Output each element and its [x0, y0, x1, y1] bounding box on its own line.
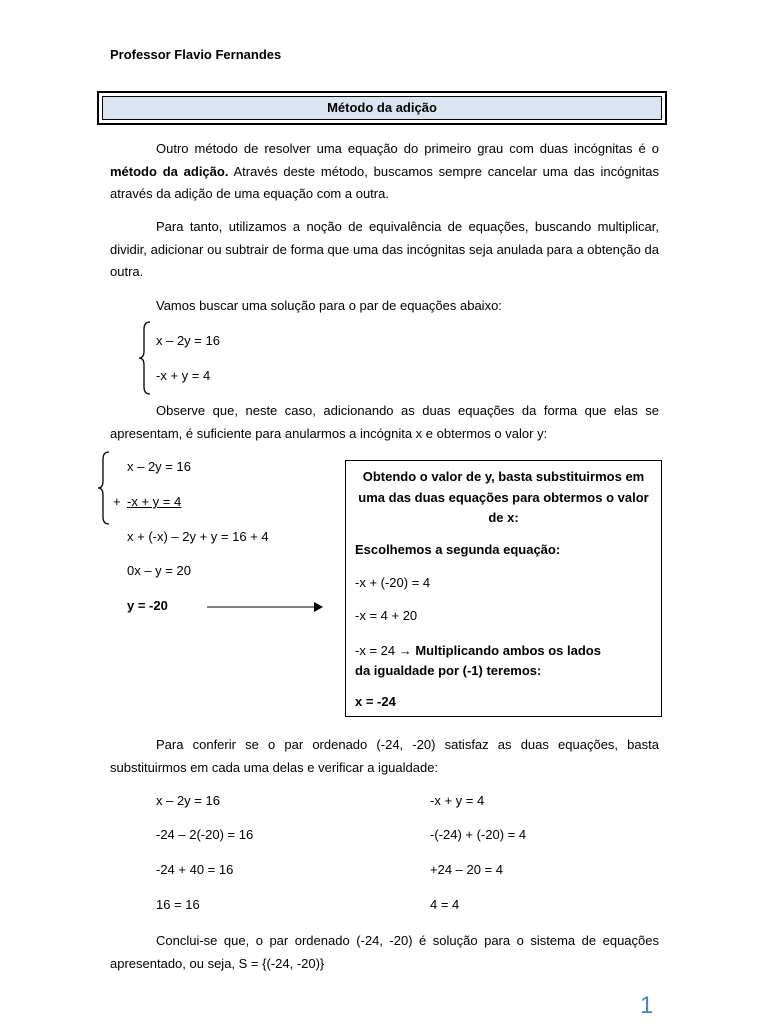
addition-simplified: 0x – y = 20 — [127, 563, 191, 578]
substitution-step-1: -x + (-20) = 4 — [355, 575, 431, 590]
addition-brace-icon — [97, 451, 111, 525]
conclusion-paragraph — [110, 930, 659, 975]
check-left-1: x – 2y = 16 — [156, 793, 220, 808]
check-left-3: -24 + 40 = 16 — [156, 862, 234, 877]
document-title: Método da adição — [102, 96, 662, 120]
intro-text-1: Outro método de resolver uma equação do primeiro grau com duas incógnitas é o — [156, 141, 659, 156]
check-right-1: -x + y = 4 — [430, 793, 485, 808]
observation-text: Observe que, neste caso, adicionando as duas equações da forma que elas se apresentam, é suficiente para anularmos a incógnita x e obtermos o valor y: — [110, 403, 659, 441]
substitution-choose: Escolhemos a segunda equação: — [355, 542, 561, 557]
addition-sum: x + (-x) – 2y + y = 16 + 4 — [127, 529, 269, 544]
substitution-step-3-note: Multiplicando ambos os lados da igualdade por (-1) teremos: — [355, 643, 601, 678]
check-right-3: +24 – 20 = 4 — [430, 862, 504, 877]
intro-paragraph — [110, 138, 659, 206]
verification-text: Para conferir se o par ordenado (-24, -20) satisfaz as duas equações, basta substituirmos em cada uma delas e verificar a igualdade: — [110, 737, 659, 775]
addition-equation-2: -x + y = 4 — [127, 494, 182, 509]
equivalence-text: Para tanto, utilizamos a noção de equivalência de equações, buscando multiplicar, dividir, adicionar ou subtrair de forma que uma das incógnitas seja anulada para a obtenção da outra. — [110, 219, 659, 279]
system-equation-2: -x + y = 4 — [156, 368, 211, 383]
system-equation-1: x – 2y = 16 — [156, 333, 220, 348]
system-intro-paragraph — [110, 295, 659, 318]
substitution-box-title: Obtendo o valor de y, basta substituirmos em uma das duas equações para obtermos o valor de x: — [358, 469, 649, 525]
substitution-box — [345, 460, 662, 717]
substitution-step-3 — [355, 641, 610, 681]
arrow-right-icon — [206, 600, 324, 614]
check-left-2: -24 – 2(-20) = 16 — [156, 827, 254, 842]
equivalence-paragraph — [110, 216, 659, 284]
intro-text-2: Através deste método, buscamos sempre cancelar uma das incógnitas através da adição de uma equação com a outra. — [110, 163, 659, 201]
title-box — [97, 91, 667, 125]
document-header-author: Professor Flavio Fernandes — [110, 47, 282, 62]
observation-paragraph — [110, 400, 659, 445]
system-intro-text: Vamos buscar uma solução para o par de equações abaixo: — [156, 298, 502, 313]
check-left-4: 16 = 16 — [156, 897, 200, 912]
page-number: 1 — [640, 992, 654, 1019]
verification-paragraph — [110, 734, 659, 779]
addition-plus-sign: + — [113, 494, 121, 509]
conclusion-text: Conclui-se que, o par ordenado (-24, -20) é solução para o sistema de equações apresentado, ou seja, S = {(-24, -20)} — [110, 933, 659, 971]
substitution-step-2: -x = 4 + 20 — [355, 608, 418, 623]
intro-bold-term: método da adição. — [110, 163, 229, 179]
check-right-4: 4 = 4 — [430, 897, 460, 912]
substitution-result-x: x = -24 — [355, 694, 396, 709]
system-brace-icon — [138, 321, 152, 395]
addition-equation-1: x – 2y = 16 — [127, 459, 191, 474]
check-right-2: -(-24) + (-20) = 4 — [430, 827, 527, 842]
addition-result-y: y = -20 — [127, 598, 168, 613]
substitution-step-3-eq: -x = 24 → — [355, 643, 416, 658]
